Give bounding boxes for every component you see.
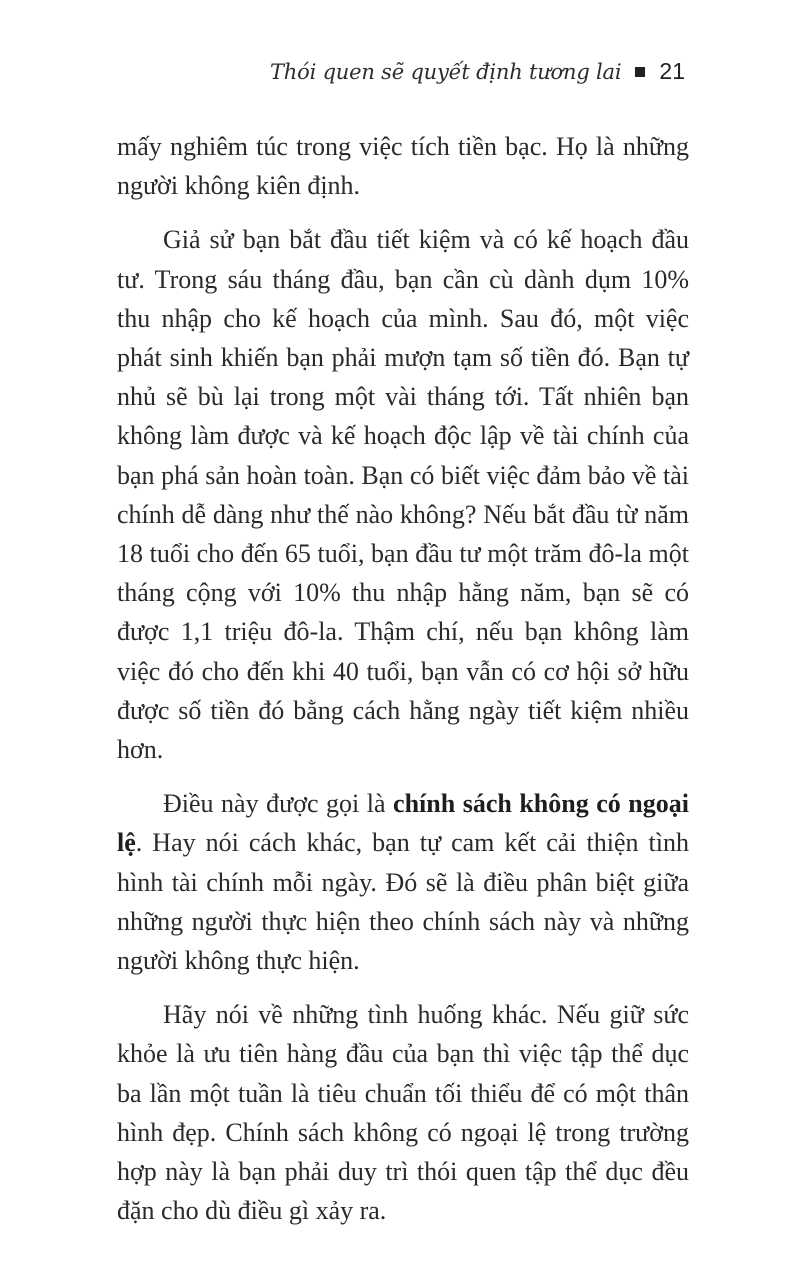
- square-bullet-icon: [635, 67, 645, 77]
- paragraph-health-example: Hãy nói về những tình huống khác. Nếu giữ sức khỏe là ưu tiên hàng đầu của bạn thì việc tập thể dục ba lần một tuần là tiêu chuẩn tối thiểu để có một thân hình đẹp. Chính sách không có ngoại lệ trong trường hợp này là bạn phải duy trì thói quen tập thể dục đều đặn cho dù điều gì xảy ra.: [117, 1000, 689, 1226]
- paragraph-continuation: mấy nghiêm túc trong việc tích tiền bạc. Họ là những người không kiên định.: [117, 132, 689, 201]
- paragraph-savings-example: Giả sử bạn bắt đầu tiết kiệm và có kế hoạch đầu tư. Trong sáu tháng đầu, bạn cần cù dành dụm 10% thu nhập cho kế hoạch của mình. Sau đó, một việc phát sinh khiến bạn phải mượn tạm số tiền đó. Bạn tự nhủ sẽ bù lại trong một vài tháng tới. Tất nhiên bạn không làm được và kế hoạch độc lập về tài chính của bạn phá sản hoàn toàn. Bạn có biết việc đảm bảo về tài chính dễ dàng như thế nào không? Nếu bắt đầu từ năm 18 tuổi cho đến 65 tuổi, bạn đầu tư một trăm đô-la một tháng cộng với 10% thu nhập hằng năm, bạn sẽ có được 1,1 triệu đô-la. Thậm chí, nếu bạn không làm việc đó cho đến khi 40 tuổi, bạn vẫn có cơ hội sở hữu được số tiền đó bằng cách hằng ngày tiết kiệm nhiều hơn.: [117, 225, 689, 765]
- bold-term: chính sách không có ngoại lệ: [117, 789, 689, 858]
- body-text: [117, 127, 689, 1245]
- page-number: 21: [659, 58, 685, 84]
- paragraph-text: Điều này được gọi là: [163, 789, 394, 819]
- paragraph-no-exception-policy: [117, 784, 689, 980]
- running-header: [270, 58, 685, 85]
- paragraph-text: . Hay nói cách khác, bạn tự cam kết cải thiện tình hình tài chính mỗi ngày. Đó sẽ là điều phân biệt giữa những người thực hiện theo chính sách này và những người không thực hiện.: [117, 828, 689, 976]
- running-title: Thói quen sẽ quyết định tương lai: [270, 59, 622, 84]
